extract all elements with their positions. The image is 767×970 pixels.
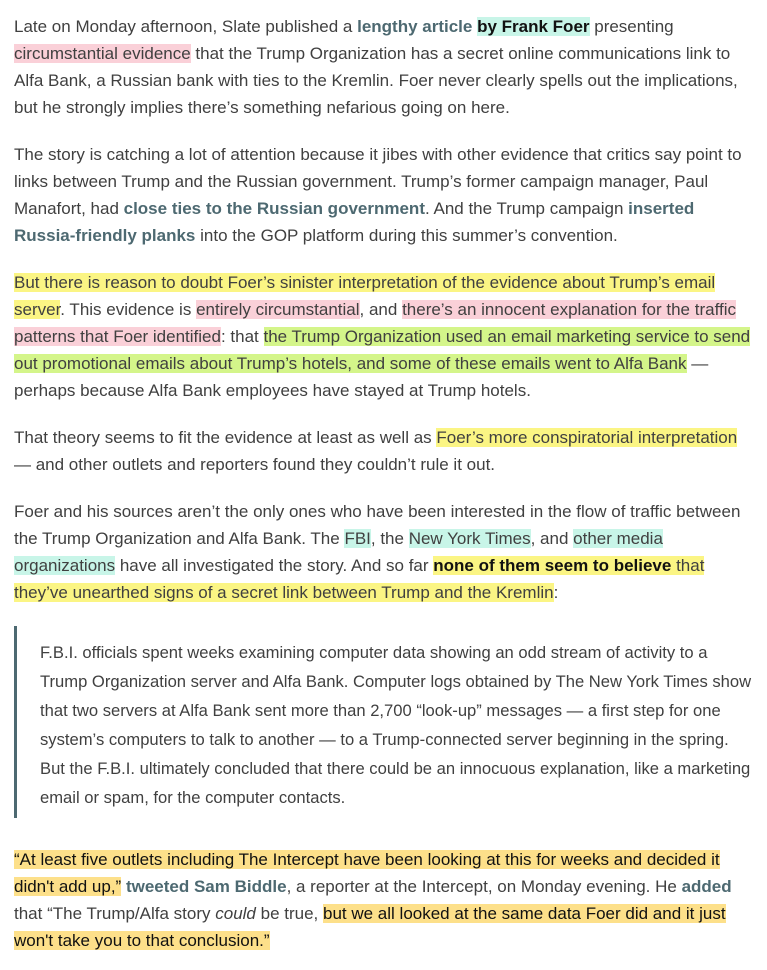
highlight-reason-to-doubt: But there is reason to doubt Foer’s sinister interpretation of the evidence about Trump’s email server	[14, 273, 716, 319]
text: be true,	[255, 904, 323, 923]
text: : that	[220, 327, 264, 346]
highlight-same-data: but we all looked at the same data Foer did and it just won't take you to that conclusion.”	[14, 904, 726, 950]
link-russia-friendly-planks[interactable]: inserted Russia-friendly planks	[14, 199, 695, 245]
highlight-none-believe: none of them seem to believe	[433, 556, 672, 575]
paragraph-1	[14, 13, 757, 121]
text: , and	[359, 300, 403, 319]
highlight-conspiratorial: Foer’s more conspiratorial interpretation	[436, 428, 738, 447]
highlight-five-outlets: “At least five outlets including The Intercept have been looking at this for weeks and decided it didn't add up,”	[14, 850, 720, 896]
link-close-ties[interactable]: close ties to the Russian government	[123, 199, 425, 218]
link-lengthy-article[interactable]: lengthy article	[357, 17, 473, 36]
text: that “The Trump/Alfa story	[14, 904, 216, 923]
paragraph-2	[14, 141, 757, 249]
text: presenting	[589, 17, 674, 36]
quote-text: F.B.I. officials spent weeks examining computer data showing an odd stream of activity to a Trump Organization server and Alfa Bank. Computer logs obtained by The New York Times show that two servers at Alfa Bank sent more than 2,700 “look-up” messages — a first step for one system’s computers to talk to another — to a Trump-connected server beginning in the spring. But the F.B.I. ultimately concluded that there could be an innocuous explanation, like a marketing email or spam, for the computer contacts.	[40, 643, 752, 807]
text: — and other outlets and reporters found they couldn’t rule it out.	[14, 455, 496, 474]
text: That theory seems to fit the evidence at least as well as	[14, 428, 437, 447]
highlight-circumstantial-evidence: circumstantial evidence	[14, 44, 191, 63]
text: . This evidence is	[60, 300, 197, 319]
highlight-unearthed-signs: that they’ve unearthed signs of a secret link between Trump and the Kremlin	[14, 556, 705, 602]
paragraph-3	[14, 269, 757, 404]
text: Foer and his sources aren’t the only ones who have been interested in the flow of traffic between the Trump Organization and Alfa Bank. The	[14, 502, 741, 548]
paragraph-5	[14, 498, 757, 606]
highlight-innocent-explanation: there’s an innocent explanation for the traffic patterns that Foer identified	[14, 300, 736, 346]
paragraph-4	[14, 424, 757, 478]
paragraph-6	[14, 846, 757, 954]
text: Late on Monday afternoon, Slate published a	[14, 17, 358, 36]
highlight-fbi: FBI	[344, 529, 371, 548]
highlight-email-marketing: the Trump Organization used an email marketing service to send out promotional emails about Trump’s hotels, and some of these emails went to Alfa Bank	[14, 327, 751, 373]
text: The story is catching a lot of attention because it jibes with other evidence that critics say point to links between Trump and the Russian government. Trump’s former campaign manager, Paul Manafort, had	[14, 145, 742, 218]
text: that the Trump Organization has a secret online communications link to Alfa Bank, a Russian bank with ties to the Kremlin. Foer never clearly spells out the implications, but he strongly implies there’s something nefarious going on here.	[14, 44, 738, 117]
text: have all investigated the story. And so far	[115, 556, 434, 575]
emphasis-could: could	[215, 904, 256, 923]
text: , a reporter at the Intercept, on Monday evening. He	[286, 877, 682, 896]
text: — perhaps because Alfa Bank employees have stayed at Trump hotels.	[14, 354, 709, 400]
text: , and	[530, 529, 574, 548]
text: . And the Trump campaign	[424, 199, 629, 218]
link-tweeted-sam-biddle[interactable]: tweeted Sam Biddle	[125, 877, 287, 896]
highlight-other-media: other media organizations	[14, 529, 663, 575]
highlight-entirely-circumstantial: entirely circumstantial	[196, 300, 360, 319]
text: into the GOP platform during this summer’s convention.	[195, 226, 618, 245]
blockquote	[14, 626, 757, 818]
highlight-new-york-times: New York Times	[408, 529, 531, 548]
link-added[interactable]: added	[681, 877, 732, 896]
link-frank-foer[interactable]: by Frank Foer	[477, 17, 590, 36]
text: , the	[370, 529, 409, 548]
text: :	[553, 583, 559, 602]
